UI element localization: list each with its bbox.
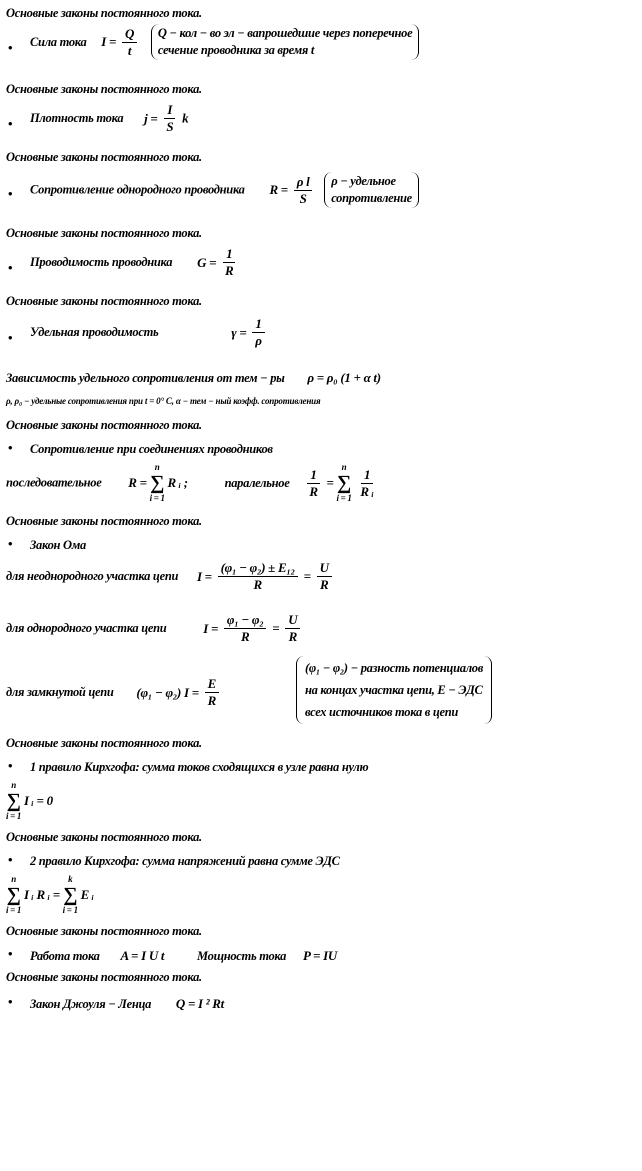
connections-label: Сопротивление при соединениях проводников — [30, 442, 273, 456]
section-heading: Основные законы постоянного тока. — [6, 294, 202, 308]
sum-sign: n ∑ i = 1 — [149, 462, 165, 503]
ohm-closed: для замкнутой цепи (φ₁ − φ₂) I = $\frac{E}{R}$ — [6, 676, 222, 709]
ohm-uniform: для однородного участка цепи I = $\frac{\text{φ₁ − φ₂}}{R}$ = $\frac{U}{R}$ — [6, 612, 303, 645]
connections-formulas: последовательное R = n ∑ i = 1 R ᵢ ; паралельное $\frac{1}{R}$ = n ∑ i = 1 $\frac{1}{\text{R ᵢ}}$ — [6, 462, 374, 503]
section-heading: Основные законы постоянного тока. — [6, 970, 202, 984]
sum-sign: n ∑ i = 1 — [336, 462, 352, 503]
bullet-icon: • — [8, 116, 13, 131]
bullet-icon: • — [8, 852, 13, 867]
note-bracket: (φ₁ − φ₂) − разность потенциалов на концах участка цепи, E − ЭДС всех источников тока в цепи — [296, 656, 492, 724]
bullet-icon: • — [8, 994, 13, 1009]
section-heading: Основные законы постоянного тока. — [6, 924, 202, 938]
kirchhoff-1-formula: n ∑ i = 1 I ᵢ = 0 — [6, 780, 53, 821]
bullet-icon: • — [8, 260, 13, 275]
current-density: Плотность тока j = $\frac{I}{S}$ k — [30, 102, 189, 134]
section-heading: Основные законы постоянного тока. — [6, 6, 202, 20]
bullet-icon: • — [8, 440, 13, 455]
bullet-icon: • — [8, 40, 13, 55]
specific-conductance: Удельная проводимость γ = $\frac{1}{\rho}$ — [30, 316, 268, 349]
note-bracket: Q − кол − во эл − вапрошедшие через поперечное сечение проводника за время t — [151, 24, 419, 60]
kirchhoff-1-label: 1 правило Кирхгофа: сумма токов сходящихся в узле равна нулю — [30, 760, 369, 774]
section-heading: Основные законы постоянного тока. — [6, 150, 202, 164]
bullet-icon: • — [8, 186, 13, 201]
section-heading: Основные законы постоянного тока. — [6, 226, 202, 240]
joule-lenz: Закон Джоуля − Ленца Q = I ² Rt — [30, 996, 224, 1011]
bullet-icon: • — [8, 946, 13, 961]
note-bracket: ρ − удельное сопротивление — [324, 172, 419, 208]
kirchhoff-2-formula: n ∑ i = 1 I ᵢ R ᵢ = k ∑ i = 1 E ᵢ — [6, 874, 94, 915]
bullet-icon: • — [8, 330, 13, 345]
section-heading: Основные законы постоянного тока. — [6, 82, 202, 96]
bullet-icon: • — [8, 536, 13, 551]
sum-sign: n ∑ i = 1 — [6, 874, 22, 915]
sum-sign: n ∑ i = 1 — [6, 780, 22, 821]
sum-sign: k ∑ i = 1 — [62, 874, 78, 915]
section-heading: Основные законы постоянного тока. — [6, 514, 202, 528]
work-power: Работа тока A = I U t Мощность тока P = IU — [30, 948, 337, 963]
current-strength: Сила тока I = $\frac{Q}{t}$ Q − кол − во эл − вапрошедшие через поперечное сечение проводника за время t — [30, 24, 419, 60]
section-heading: Основные законы постоянного тока. — [6, 830, 202, 844]
ohm-nonuniform: для неоднородного участка цепи I = $\frac{\text{(φ₁ − φ₂) ± E₁₂}}{R}$ = $\frac{U}{R}$ — [6, 560, 335, 593]
temperature-note: ρ, ρ₀ − удельные сопротивления при t = 0° C, α − тем − ный коэфф. сопротивления — [6, 396, 321, 406]
temperature-dependence: Зависимость удельного сопротивления от тем − ры ρ = ρ₀ (1 + α t) — [6, 370, 381, 385]
section-heading: Основные законы постоянного тока. — [6, 418, 202, 432]
bullet-icon: • — [8, 758, 13, 773]
ohm-law-label: Закон Ома — [30, 538, 86, 552]
resistance: Сопротивление однородного проводника R = $\frac{\text{ρ l}}{S}$ ρ − удельное сопротивление — [30, 172, 419, 208]
kirchhoff-2-label: 2 правило Кирхгофа: сумма напряжений равна сумме ЭДС — [30, 854, 340, 868]
section-heading: Основные законы постоянного тока. — [6, 736, 202, 750]
conductance: Проводимость проводника G = $\frac{1}{R}$ — [30, 246, 234, 278]
